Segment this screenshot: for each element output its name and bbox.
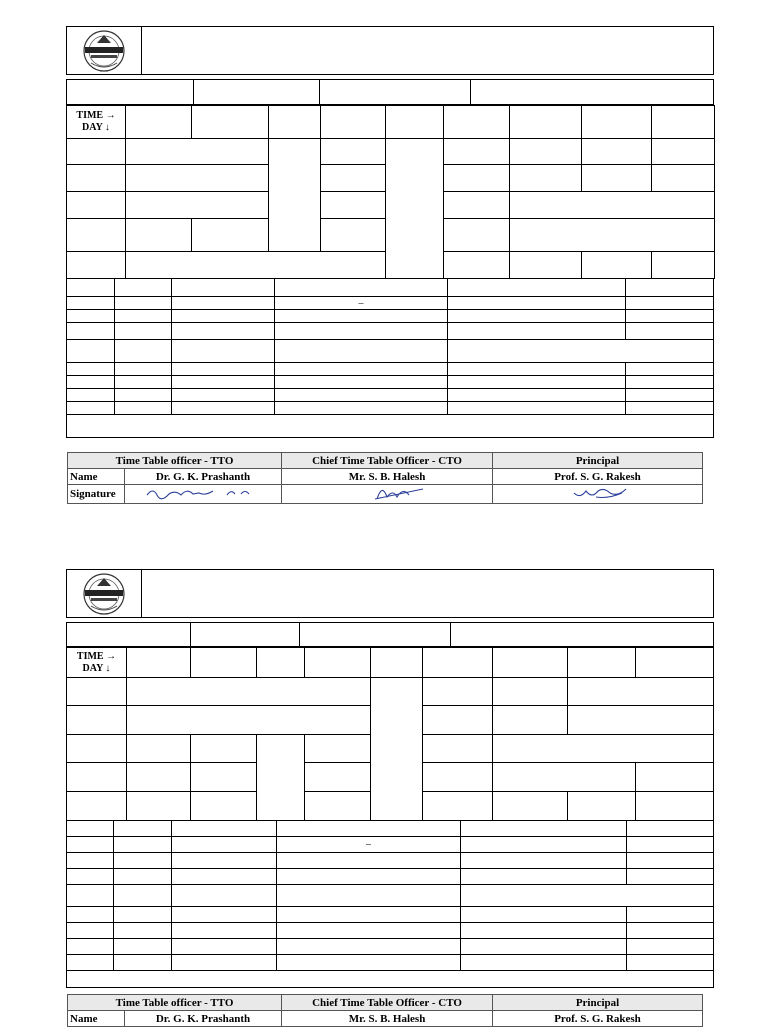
header-box-2 — [66, 569, 714, 618]
signoff-table-1 — [67, 452, 703, 504]
header-box-1 — [66, 26, 714, 75]
principal-title: Principal — [493, 995, 703, 1011]
name-label: Name — [68, 469, 125, 485]
subject-dash: – — [275, 297, 448, 310]
signature-label: Signature — [68, 485, 125, 504]
tto-title: Time Table officer - TTO — [68, 995, 282, 1011]
tto-signature — [125, 485, 282, 504]
info-strip-1 — [66, 79, 714, 105]
timetable-grid-1 — [66, 105, 715, 279]
time-label: TIME → — [76, 110, 116, 121]
time-day-header — [67, 648, 127, 678]
cto-name: Mr. S. B. Halesh — [282, 469, 493, 485]
college-logo — [67, 570, 142, 617]
cto-title: Chief Time Table Officer - CTO — [282, 995, 493, 1011]
time-day-header — [67, 106, 126, 139]
day-label: DAY ↓ — [82, 662, 111, 674]
cto-signature — [282, 485, 493, 504]
principal-signature — [493, 485, 703, 504]
day-label: DAY ↓ — [82, 122, 110, 133]
principal-name: Prof. S. G. Rakesh — [493, 1011, 703, 1027]
info-strip-2 — [66, 622, 714, 647]
subject-table-1 — [66, 278, 714, 438]
cto-title: Chief Time Table Officer - CTO — [282, 453, 493, 469]
tto-title: Time Table officer - TTO — [68, 453, 282, 469]
tto-name: Dr. G. K. Prashanth — [125, 1011, 282, 1027]
tto-name: Dr. G. K. Prashanth — [125, 469, 282, 485]
time-label: TIME → — [76, 650, 117, 662]
subject-dash: – — [277, 837, 461, 853]
principal-name: Prof. S. G. Rakesh — [493, 469, 703, 485]
principal-title: Principal — [493, 453, 703, 469]
name-label: Name — [68, 1011, 125, 1027]
subject-table-2 — [66, 820, 714, 988]
timetable-grid-2 — [66, 647, 714, 821]
signoff-table-2 — [67, 994, 703, 1027]
cto-name: Mr. S. B. Halesh — [282, 1011, 493, 1027]
college-logo — [67, 27, 142, 74]
